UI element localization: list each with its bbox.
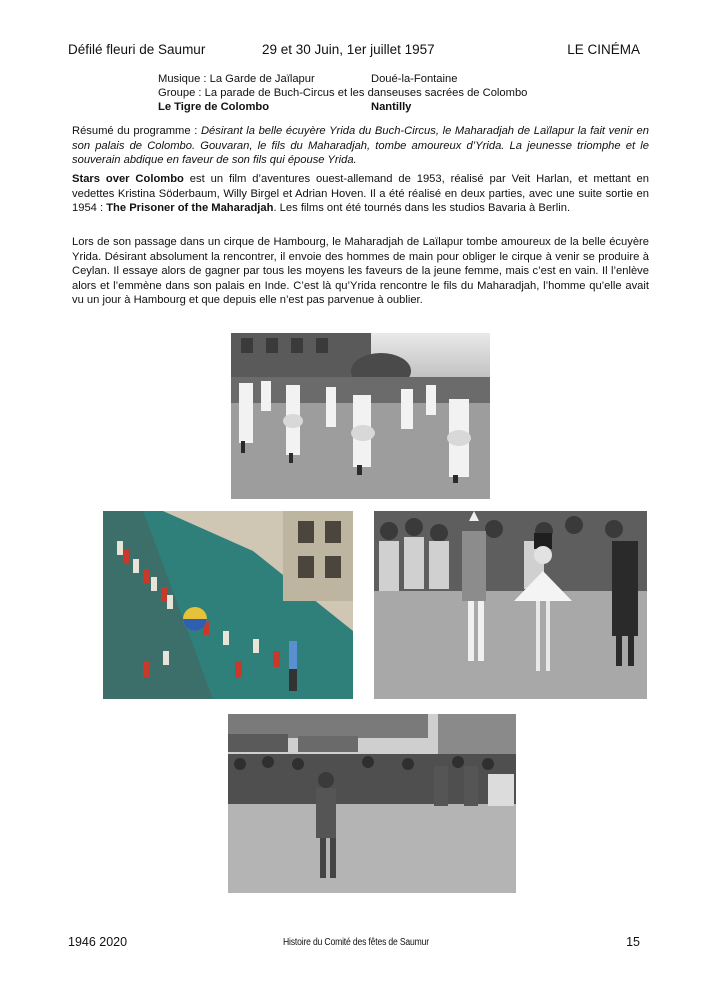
credits-group: Groupe : La parade de Buch-Circus et les danseuses sacrées de Colombo [158,87,528,100]
header-event-title: Défilé fleuri de Saumur [68,42,206,57]
page-footer [0,935,708,951]
header-dates: 29 et 30 Juin, 1er juillet 1957 [262,42,435,57]
film-text-2: . Les films ont été tournés dans les studios Bavaria à Berlin. [273,202,571,215]
credits-music-row [158,72,628,86]
photo-children-costumes [374,511,647,699]
story-text: Lors de son passage dans un cirque de Hambourg, le Maharadjah de Laïlapur tombe amoureux de la belle écuyère Yrida. Désirant absolument la rencontrer, il envoie des hommes de main pour obliger le cirque à venir se produire à Ceylan. Il essaye alors de gagner par tous les moyens les faveurs de la jeune femme, mais c’est en vain. Il l’enlève alors et l’emmène dans son palais en Inde. C’est là qu’Yrida rencontre le fils du Maharadjah, l’homme qu’elle avait vu un jour à Hambourg et que depuis elle n’est pas parvenue à oublier. [72,236,649,307]
film-text-1: est un film d’aventures ouest-allemand de 1953, réalisé par Veit Harlan, et mettant en vedettes Kristina Söderbaum, Willy Birgel et Adrian Hoven. Il a été réalisé en deux parties, avec une suite sortie en 1954 : [72,173,649,215]
footer-years: 1946 2020 [68,935,128,949]
film-paragraph [72,172,649,216]
film-title: Stars over Colombo [72,173,184,185]
photo-marching-band [231,333,490,499]
program-summary [72,124,649,168]
page-number: 15 [626,935,640,949]
film-sequel: The Prisoner of the Maharadjah [106,202,274,215]
summary-text: Désirant la belle écuyère Yrida du Buch-Circus, le Maharadjah de Laïlapur la fait venir en son palais de Colombo. Gouvaran, le fils du Maharadjah, tombe amoureux d’Yrida. La jeunesse triomphe et le souverain abdique en faveur de son fils qui épouse Yrida. [72,125,650,167]
photo-aerial-parade [103,511,353,699]
float-credits [158,72,628,115]
footer-publication: Histoire du Comité des fêtes de Saumur [283,937,429,948]
credits-float-place: Nantilly [371,101,412,114]
summary-label: Résumé du programme : [72,125,201,137]
credits-float-row [158,100,628,114]
credits-group-row [158,86,628,100]
story-paragraph [72,235,649,308]
header-section: LE CINÉMA [567,42,640,57]
credits-float-title: Le Tigre de Colombo [158,101,270,114]
credits-music-place: Doué-la-Fontaine [371,73,458,85]
credits-music: Musique : La Garde de Jaïlapur [158,73,315,85]
page-header [0,42,708,60]
photo-street-dancers [228,714,516,893]
